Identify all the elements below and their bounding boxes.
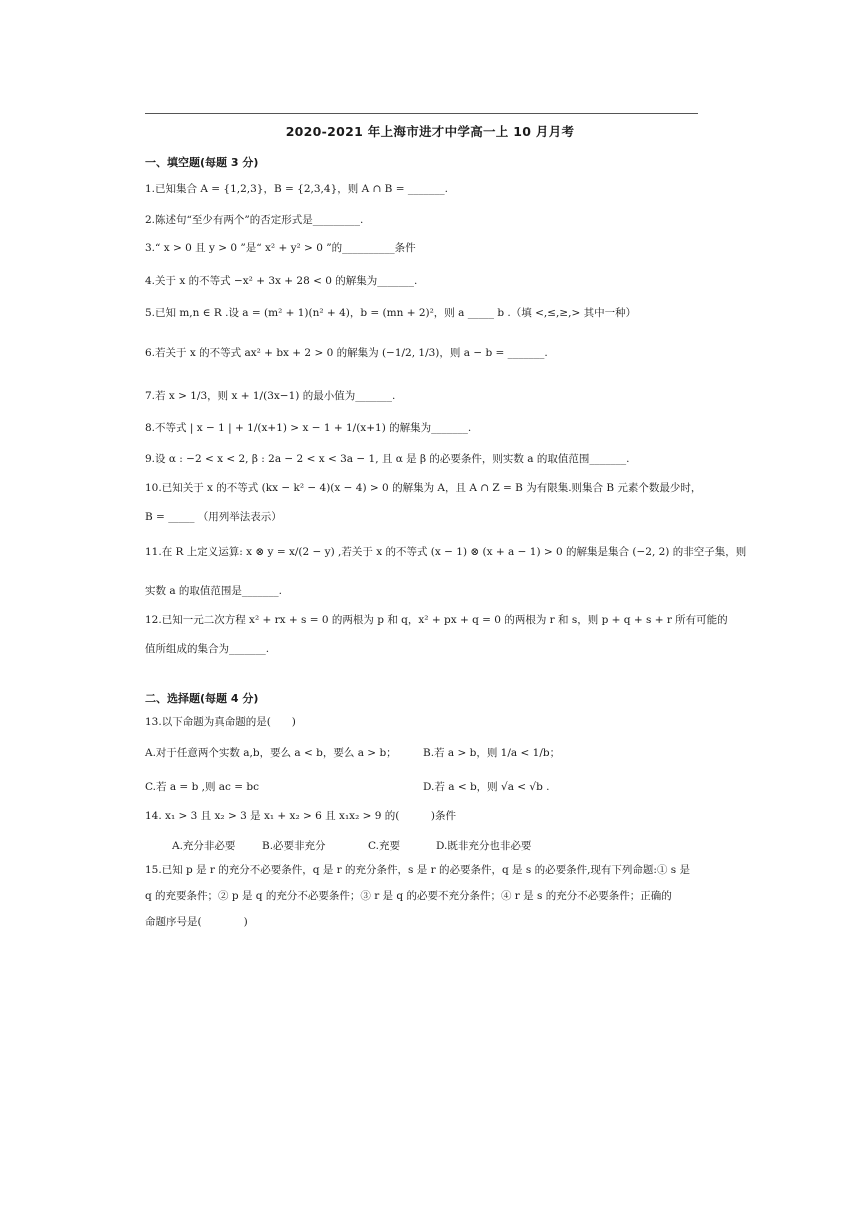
exam-title: 2020-2021 年上海市进才中学高一上 10 月月考 — [285, 124, 575, 139]
question-10-cont: B = _____ （用列举法表示） — [145, 511, 282, 523]
question-10: 10.已知关于 x 的不等式 (kx − k² − 4)(x − 4) > 0 的解集为 A，且 A ∩ Z = B 为有限集.则集合 B 元素个数最少时， — [145, 482, 702, 494]
question-13: 13.以下命题为真命题的是( ) — [145, 716, 296, 728]
section-fill-heading: 一、填空题(每题 3 分) — [145, 156, 259, 169]
question-2: 2.陈述句“至少有两个”的否定形式是_________. — [145, 214, 364, 226]
question-5: 5.已知 m,n ∈ R .设 a = (m² + 1)(n² + 4)，b = (mn + 2)²，则 a _____ b .（填 <,≤,≥,> 其中一种） — [145, 307, 637, 319]
question-11: 11.在 R 上定义运算: x ⊗ y = x/(2 − y) ,若关于 x 的不等式 (x − 1) ⊗ (x + a − 1) > 0 的解集是集合 (−2, 2) 的非空子集，则 — [145, 546, 747, 558]
question-6: 6.若关于 x 的不等式 ax² + bx + 2 > 0 的解集为 (−1/2, 1/3)，则 a − b = _______. — [145, 347, 548, 359]
question-1: 1.已知集合 A = {1,2,3}，B = {2,3,4}，则 A ∩ B = _______. — [145, 183, 448, 195]
q13-option-d: D.若 a < b，则 √a < √b . — [423, 781, 550, 793]
question-12-cont: 值所组成的集合为_______. — [145, 643, 270, 655]
question-9: 9.设 α : −2 < x < 2, β : 2a − 2 < x < 3a − 1, 且 α 是 β 的必要条件，则实数 a 的取值范围_______. — [145, 453, 630, 465]
question-15: 15.已知 p 是 r 的充分不必要条件，q 是 r 的充分条件，s 是 r 的必要条件，q 是 s 的必要条件,现有下列命题:① s 是 — [145, 864, 691, 876]
q13-option-c: C.若 a = b ,则 ac = bc — [145, 781, 260, 793]
q14-option-d: D.既非充分也非必要 — [436, 840, 532, 852]
question-15-cont: q 的充要条件；② p 是 q 的充分不必要条件；③ r 是 q 的必要不充分条件；④ r 是 s 的充分不必要条件；正确的 — [145, 890, 672, 902]
q14-option-b: B.必要非充分 — [262, 840, 326, 852]
section-choice-heading: 二、选择题(每题 4 分) — [145, 692, 259, 705]
question-3: 3.“ x > 0 且 y > 0 ”是“ x² + y² > 0 ”的__________条件 — [145, 242, 416, 254]
question-11-cont: 实数 a 的取值范围是_______. — [145, 585, 283, 597]
q14-option-a: A.充分非必要 — [172, 840, 236, 852]
question-12: 12.已知一元二次方程 x² + rx + s = 0 的两根为 p 和 q，x² + px + q = 0 的两根为 r 和 s，则 p + q + s + r 所有可能的 — [145, 614, 728, 626]
top-rule — [145, 113, 698, 114]
question-7: 7.若 x > 1/3，则 x + 1/(3x−1) 的最小值为_______. — [145, 390, 396, 402]
q14-option-c: C.充要 — [368, 840, 400, 852]
q13-option-b: B.若 a > b，则 1/a < 1/b； — [423, 747, 561, 759]
question-14: 14. x₁ > 3 且 x₂ > 3 是 x₁ + x₂ > 6 且 x₁x₂ > 9 的( )条件 — [145, 810, 456, 822]
q13-option-a: A.对于任意两个实数 a,b，要么 a < b，要么 a > b； — [145, 747, 397, 759]
question-15-end: 命题序号是( ) — [145, 916, 248, 928]
question-8: 8.不等式 | x − 1 | + 1/(x+1) > x − 1 + 1/(x+1) 的解集为_______. — [145, 422, 472, 434]
question-4: 4.关于 x 的不等式 −x² + 3x + 28 < 0 的解集为_______. — [145, 275, 418, 287]
